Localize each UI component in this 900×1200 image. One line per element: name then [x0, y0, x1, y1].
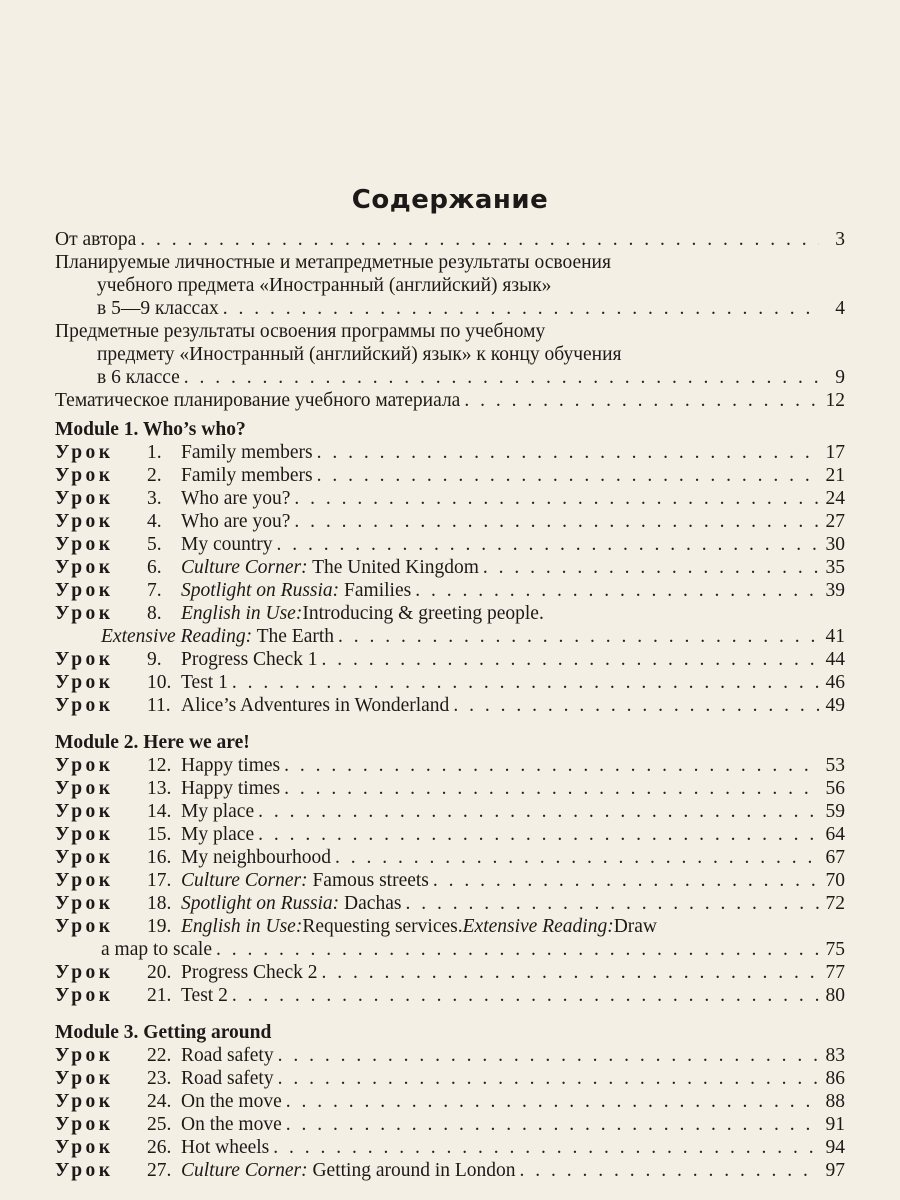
lesson-number: 11.: [147, 695, 171, 716]
entry-text: [55, 1090, 282, 1113]
toc-line: [55, 671, 845, 694]
toc-line: [55, 961, 845, 984]
lesson-number: 25.: [147, 1114, 172, 1135]
toc-line: [55, 892, 845, 915]
toc-line: [55, 800, 845, 823]
lesson-italic: Culture Corner:: [181, 870, 308, 891]
entry-line-text: Тематическое планирование учебного материала: [55, 390, 461, 411]
lesson-number: 10.: [147, 672, 172, 693]
lesson-entry: [55, 671, 845, 694]
lesson-title: My neighbourhood: [181, 847, 332, 868]
toc-line: [55, 464, 845, 487]
dot-leader: [232, 671, 819, 694]
lesson-italic: English in Use:: [181, 603, 303, 624]
lesson-title: The Earth: [252, 626, 335, 647]
entry-text: [55, 823, 254, 846]
entry-text: [55, 1159, 516, 1182]
dot-leader: [483, 556, 819, 579]
toc-entry: [55, 251, 845, 320]
page-number: 83: [825, 1045, 845, 1066]
toc-line: [55, 274, 845, 297]
page-number: 88: [825, 1091, 845, 1112]
entry-text: [55, 846, 331, 869]
lesson-label: Урок: [55, 442, 114, 463]
lesson-italic: Culture Corner:: [181, 1160, 308, 1181]
lesson-entry: [55, 1090, 845, 1113]
toc-line: [55, 297, 845, 320]
lesson-entry: [55, 846, 845, 869]
dot-leader: [317, 441, 819, 464]
lesson-label: Урок: [55, 893, 114, 914]
lesson-entry: [55, 487, 845, 510]
lesson-label: Урок: [55, 985, 114, 1006]
toc-line: [55, 777, 845, 800]
lesson-label: Урок: [55, 1137, 114, 1158]
page-number: 53: [825, 755, 845, 776]
lesson-label: Урок: [55, 465, 114, 486]
page-number: 9: [835, 367, 845, 388]
page-number: 59: [825, 801, 845, 822]
lesson-label: Урок: [55, 1045, 114, 1066]
dot-leader: [294, 487, 819, 510]
lesson-number: 14.: [147, 801, 172, 822]
lesson-number: 1.: [147, 442, 162, 463]
lesson-number: 21.: [147, 985, 172, 1006]
lesson-title: Test 1: [181, 672, 228, 693]
lesson-label: Урок: [55, 580, 114, 601]
lesson-entry: [55, 1067, 845, 1090]
lesson-number: 20.: [147, 962, 172, 983]
dot-leader: [321, 961, 819, 984]
lesson-number: 13.: [147, 778, 172, 799]
lesson-entry: [55, 869, 845, 892]
lesson-number: 23.: [147, 1068, 172, 1089]
lesson-entry: [55, 556, 845, 579]
dot-leader: [317, 464, 819, 487]
lesson-title: Progress Check 2: [181, 962, 318, 983]
lesson-number: 24.: [147, 1091, 172, 1112]
lesson-title: a map to scale: [101, 939, 212, 960]
entry-text: [55, 961, 317, 984]
section-gap: [55, 1007, 845, 1015]
page-number: 21: [825, 465, 845, 486]
dot-leader: [273, 1136, 819, 1159]
lesson-title: Famous streets: [307, 870, 429, 891]
dot-leader: [464, 389, 819, 412]
toc-line: [55, 389, 845, 412]
lesson-entry: [55, 823, 845, 846]
entry-text: [55, 694, 449, 717]
entry-text: [55, 510, 290, 533]
lesson-label: Урок: [55, 534, 114, 555]
page-number: 3: [835, 229, 845, 250]
lesson-title: Test 2: [181, 985, 228, 1006]
lesson-title: Progress Check 1: [181, 649, 318, 670]
page-number: 91: [825, 1114, 845, 1135]
toc-line: [55, 343, 845, 366]
dot-leader: [286, 1090, 819, 1113]
lesson-title: My country: [181, 534, 273, 555]
dot-leader: [140, 228, 819, 251]
lesson-entry: [55, 1159, 845, 1182]
lesson-italic: Spotlight on Russia:: [181, 580, 340, 601]
lesson-title: Alice’s Adventures in Wonderland: [181, 695, 450, 716]
dot-leader: [453, 694, 819, 717]
lesson-title: Family members: [181, 465, 313, 486]
table-of-contents: [55, 228, 845, 1182]
dot-leader: [278, 1044, 819, 1067]
lesson-entry: [55, 441, 845, 464]
entry-text: [55, 800, 254, 823]
lesson-title: My place: [181, 824, 255, 845]
page-number: 24: [825, 488, 845, 509]
page-number: 75: [825, 939, 845, 960]
toc-line: [55, 533, 845, 556]
entry-text: [55, 1136, 269, 1159]
toc-line: [55, 1136, 845, 1159]
page-number: 70: [825, 870, 845, 891]
module-heading: Module 2. Here we are!: [55, 732, 250, 753]
entry-line-text: Планируемые личностные и метапредметные результаты освоения: [55, 252, 611, 273]
lesson-label: Урок: [55, 557, 114, 578]
lesson-italic: Extensive Reading:: [462, 916, 614, 937]
entry-text: [101, 625, 334, 648]
dot-leader: [335, 846, 819, 869]
lesson-title: Getting around in London: [307, 1160, 516, 1181]
lesson-number: 4.: [147, 511, 162, 532]
lesson-number: 5.: [147, 534, 162, 555]
lesson-entry: [55, 510, 845, 533]
lesson-label: Урок: [55, 695, 114, 716]
lesson-number: 9.: [147, 649, 162, 670]
toc-line: [55, 579, 845, 602]
dot-leader: [415, 579, 819, 602]
toc-line: [55, 251, 845, 274]
page-number: 67: [825, 847, 845, 868]
lesson-label: Урок: [55, 778, 114, 799]
lesson-entry: [55, 1136, 845, 1159]
lesson-number: 16.: [147, 847, 172, 868]
page-number: 80: [825, 985, 845, 1006]
lesson-number: 6.: [147, 557, 162, 578]
entry-text: [55, 648, 317, 671]
toc-line: [55, 846, 845, 869]
lesson-label: Урок: [55, 1091, 114, 1112]
entry-text: [55, 487, 290, 510]
entry-text: [55, 671, 228, 694]
dot-leader: [338, 625, 819, 648]
toc-line: [55, 823, 845, 846]
lesson-number: 18.: [147, 893, 172, 914]
dot-leader: [433, 869, 819, 892]
module-heading: Module 3. Getting around: [55, 1022, 272, 1043]
lesson-entry: [55, 915, 845, 961]
lesson-title: Who are you?: [181, 488, 291, 509]
page-number: 49: [825, 695, 845, 716]
dot-leader: [278, 1067, 819, 1090]
lesson-entry: [55, 464, 845, 487]
entry-text: [97, 297, 219, 320]
lesson-title: My place: [181, 801, 255, 822]
dot-leader: [258, 800, 819, 823]
toc-line: [55, 648, 845, 671]
lesson-label: Урок: [55, 801, 114, 822]
lesson-title: Family members: [181, 442, 313, 463]
lesson-label: Урок: [55, 488, 114, 509]
dot-leader: [258, 823, 819, 846]
page-number: 94: [825, 1137, 845, 1158]
page-number: 86: [825, 1068, 845, 1089]
entry-text: [55, 1067, 274, 1090]
lesson-italic: Extensive Reading:: [101, 626, 253, 647]
entry-line-text: От автора: [55, 229, 137, 250]
lesson-title: Happy times: [181, 755, 281, 776]
lesson-entry: [55, 579, 845, 602]
toc-entry: [55, 320, 845, 389]
toc-line: [55, 1159, 845, 1182]
entry-line-text: в 5—9 классах: [97, 298, 219, 319]
page-number: 56: [825, 778, 845, 799]
entry-text: [55, 869, 429, 892]
lesson-title: Dachas: [339, 893, 402, 914]
lesson-number: 19.: [147, 916, 172, 937]
dot-leader: [520, 1159, 819, 1182]
lesson-entry: [55, 984, 845, 1007]
dot-leader: [286, 1113, 819, 1136]
page-number: 39: [825, 580, 845, 601]
toc-line: [55, 487, 845, 510]
page-number: 44: [825, 649, 845, 670]
toc-entry: [55, 389, 845, 412]
toc-line: [55, 556, 845, 579]
lesson-entry: [55, 602, 845, 648]
lesson-number: 8.: [147, 603, 162, 624]
lesson-entry: [55, 533, 845, 556]
toc-entry: [55, 228, 845, 251]
lesson-label: Урок: [55, 672, 114, 693]
lesson-title: Road safety: [181, 1045, 274, 1066]
entry-text: [55, 389, 460, 412]
page-number: 97: [825, 1160, 845, 1181]
entry-text: [55, 533, 273, 556]
lesson-title: Happy times: [181, 778, 281, 799]
dot-leader: [321, 648, 819, 671]
lesson-number: 7.: [147, 580, 162, 601]
toc-line: [55, 228, 845, 251]
lesson-title: Who are you?: [181, 511, 291, 532]
page-number: 72: [825, 893, 845, 914]
lesson-entry: [55, 961, 845, 984]
entry-text: [101, 938, 212, 961]
entry-text: [55, 579, 411, 602]
lesson-label: Урок: [55, 1160, 114, 1181]
lesson-label: Урок: [55, 962, 114, 983]
lesson-label: Урок: [55, 649, 114, 670]
entry-text: [55, 464, 313, 487]
toc-line: [55, 1044, 845, 1067]
toc-line: [55, 510, 845, 533]
lesson-label: Урок: [55, 1114, 114, 1135]
page-number: 77: [825, 962, 845, 983]
dot-leader: [284, 754, 819, 777]
toc-line: [55, 869, 845, 892]
dot-leader: [223, 297, 819, 320]
lesson-italic: Spotlight on Russia:: [181, 893, 340, 914]
lesson-title: Requesting services.: [302, 916, 463, 937]
entry-text: [55, 556, 479, 579]
entry-line-text: предмету «Иностранный (английский) язык» к концу обучения: [97, 344, 622, 365]
dot-leader: [284, 777, 819, 800]
lesson-label: Урок: [55, 1068, 114, 1089]
entry-text: [55, 777, 280, 800]
module-heading: Module 1. Who’s who?: [55, 419, 246, 440]
lesson-number: 2.: [147, 465, 162, 486]
page-number: 27: [825, 511, 845, 532]
lesson-number: 15.: [147, 824, 172, 845]
entry-text: [55, 1113, 282, 1136]
lesson-title: On the move: [181, 1091, 282, 1112]
toc-line: [55, 984, 845, 1007]
lesson-title: Families: [339, 580, 412, 601]
entry-text: [55, 1044, 274, 1067]
toc-line: [55, 1090, 845, 1113]
lesson-label: Урок: [55, 847, 114, 868]
toc-line: [55, 1113, 845, 1136]
section-gap: [55, 717, 845, 725]
lesson-title: Draw: [613, 916, 658, 937]
toc-line: [55, 938, 845, 961]
lesson-entry: [55, 754, 845, 777]
lesson-number: 26.: [147, 1137, 172, 1158]
lesson-number: 27.: [147, 1160, 172, 1181]
dot-leader: [294, 510, 819, 533]
entry-line-text: учебного предмета «Иностранный (английский) язык»: [97, 275, 552, 296]
toc-line: [55, 915, 845, 938]
page-number: 46: [825, 672, 845, 693]
lesson-label: Урок: [55, 870, 114, 891]
lesson-entry: [55, 1044, 845, 1067]
toc-line: [55, 366, 845, 389]
toc-line: [55, 1067, 845, 1090]
entry-line-text: Предметные результаты освоения программы по учебному: [55, 321, 546, 342]
page-number: 35: [825, 557, 845, 578]
page-number: 30: [825, 534, 845, 555]
lesson-number: 22.: [147, 1045, 172, 1066]
toc-line: [55, 320, 845, 343]
page-number: 17: [825, 442, 845, 463]
lesson-entry: [55, 892, 845, 915]
toc-line: [55, 625, 845, 648]
lesson-number: 3.: [147, 488, 162, 509]
lesson-entry: [55, 777, 845, 800]
lesson-entry: [55, 800, 845, 823]
entry-text: [55, 984, 228, 1007]
entry-text: [55, 754, 280, 777]
dot-leader: [232, 984, 819, 1007]
entry-text: [55, 892, 401, 915]
lesson-entry: [55, 648, 845, 671]
page-number: 41: [825, 626, 845, 647]
lesson-label: Урок: [55, 603, 114, 624]
lesson-italic: English in Use:: [181, 916, 303, 937]
page-title: Содержание: [351, 185, 549, 215]
lesson-title: Introducing & greeting people.: [302, 603, 544, 624]
lesson-entry: [55, 1113, 845, 1136]
dot-leader: [184, 366, 819, 389]
dot-leader: [277, 533, 819, 556]
page-number: 64: [825, 824, 845, 845]
toc-line: [55, 694, 845, 717]
lesson-label: Урок: [55, 824, 114, 845]
lesson-title: On the move: [181, 1114, 282, 1135]
page-number: 12: [825, 390, 845, 411]
page-number: 4: [835, 298, 845, 319]
lesson-italic: Culture Corner:: [181, 557, 308, 578]
dot-leader: [216, 938, 819, 961]
lesson-label: Урок: [55, 755, 114, 776]
lesson-label: Урок: [55, 511, 114, 532]
toc-line: [55, 441, 845, 464]
lesson-number: 17.: [147, 870, 172, 891]
entry-text: [97, 366, 180, 389]
lesson-entry: [55, 694, 845, 717]
toc-line: [55, 754, 845, 777]
lesson-title: Hot wheels: [181, 1137, 270, 1158]
dot-leader: [405, 892, 819, 915]
entry-line-text: в 6 классе: [97, 367, 180, 388]
entry-text: [55, 228, 136, 251]
toc-line: [55, 602, 845, 625]
lesson-label: Урок: [55, 916, 114, 937]
lesson-title: Road safety: [181, 1068, 274, 1089]
entry-text: [55, 441, 313, 464]
lesson-title: The United Kingdom: [307, 557, 479, 578]
lesson-number: 12.: [147, 755, 172, 776]
